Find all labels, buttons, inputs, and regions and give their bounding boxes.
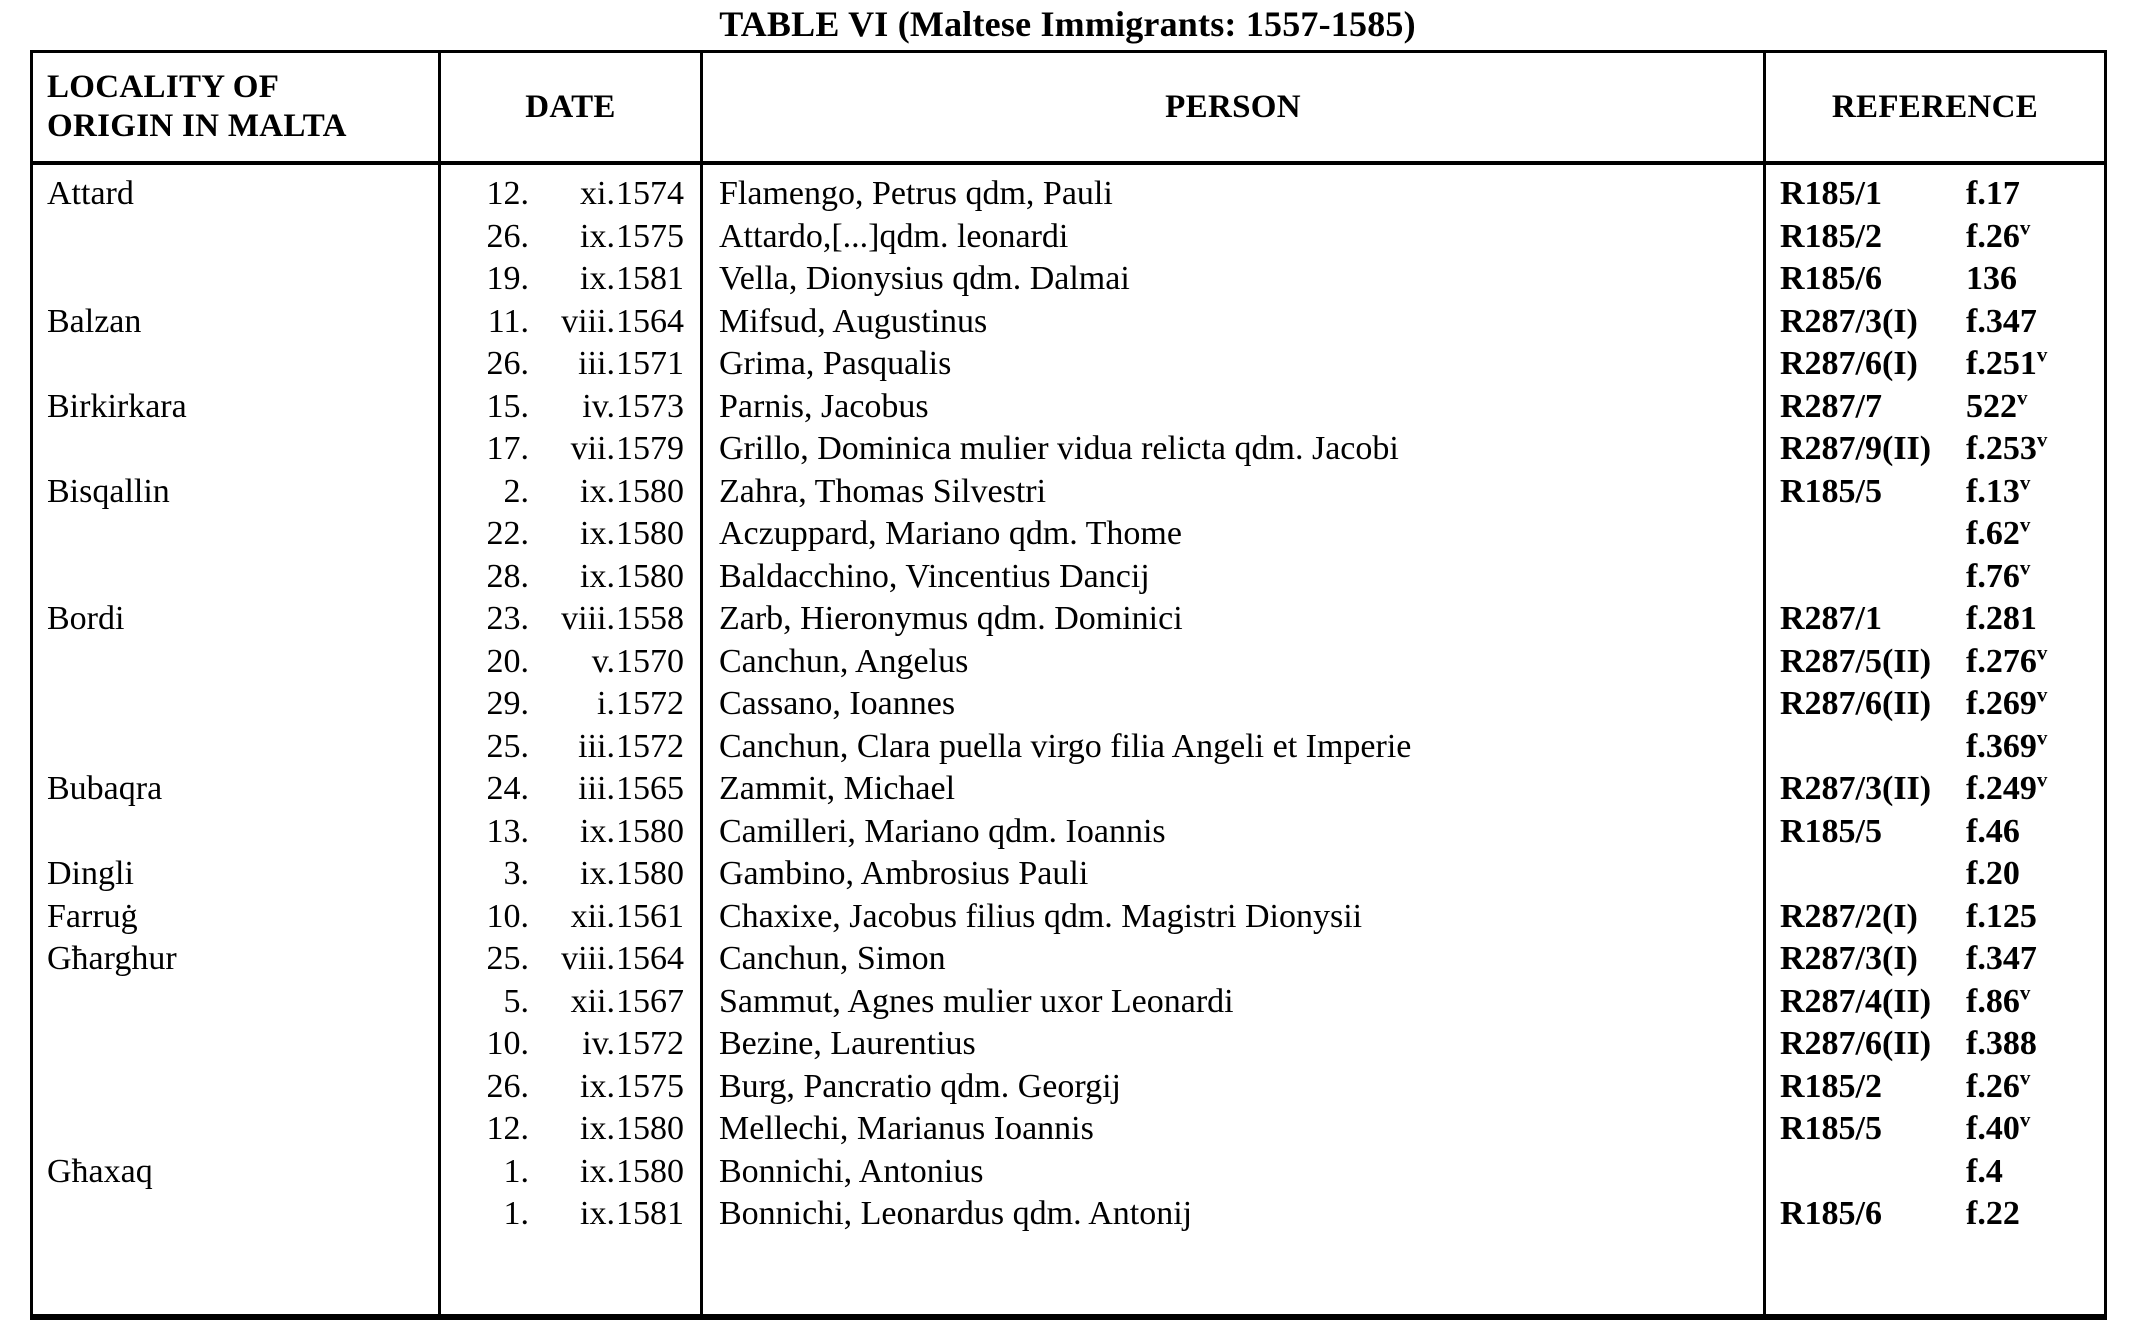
reference-source: R287/4(II) [1780,982,1932,1020]
date-month: iii. [578,770,615,807]
reference-folio: f.249$^v$ [1966,767,2048,807]
reference-folio: f.251$^v$ [1966,342,2048,382]
person-cell: Canchun, Clara puella virgo filia Angeli et Imperie [719,727,1412,765]
locality-cell: Għaxaq [47,1152,153,1190]
reference-source: R287/6(II) [1780,1025,1932,1062]
reference-folio-verso-marker: v [2036,767,2048,792]
date-month: iv. [582,1025,615,1062]
locality-cell [33,343,438,386]
column-date [441,165,703,1314]
date-cell [441,343,700,386]
locality-cell: Bisqallin [47,472,170,510]
locality-cell [33,216,438,259]
reference-folio: 522$^v$ [1966,385,2028,425]
reference-source: R287/3(I) [1780,302,1918,340]
person-cell: Sammut, Agnes mulier uxor Leonardi [719,982,1234,1020]
immigrants-table [30,50,2107,1320]
reference-folio: f.13$^v$ [1966,470,2031,510]
reference-folio: f.269$^v$ [1966,682,2048,722]
date-cell [441,683,700,726]
reference-source: R185/5 [1780,472,1882,510]
date-day: 26. [486,1067,529,1105]
reference-folio: f.26$^v$ [1966,1065,2031,1105]
date-year: 1580 [616,1152,684,1190]
date-cell [441,938,700,981]
date-year: 1570 [616,642,684,680]
reference-source: R287/1 [1780,600,1882,637]
date-year: 1572 [616,1025,684,1062]
person-cell: Bezine, Laurentius [719,1025,976,1062]
reference-folio: f.86$^v$ [1966,980,2031,1020]
person-cell: Bonnichi, Antonius [719,1152,984,1190]
date-cell [441,471,700,514]
date-cell [441,173,700,216]
person-cell: Aczuppard, Mariano qdm. Thome [719,515,1182,552]
reference-cell [1766,683,2104,726]
date-month: ix. [580,1195,615,1232]
reference-folio-verso-marker: v [2019,470,2031,495]
reference-cell [1766,1023,2104,1066]
date-month: xi. [580,175,615,212]
reference-source: R185/5 [1780,812,1882,850]
reference-cell [1766,1193,2104,1236]
date-month: ix. [580,472,615,510]
header-cell-reference [1766,53,2104,161]
locality-cell [33,1066,438,1109]
reference-cell [1766,471,2104,514]
reference-folio-verso-marker: v [2019,1107,2031,1132]
date-day: 19. [486,260,529,297]
reference-cell [1766,853,2104,896]
date-day: 1. [503,1152,529,1190]
reference-folio: f.253$^v$ [1966,427,2048,467]
reference-folio: f.40$^v$ [1966,1107,2031,1147]
reference-folio: f.4 [1966,1152,2003,1190]
column-reference [1766,165,2104,1314]
reference-folio-verso-marker: v [2036,342,2048,367]
date-cell [441,216,700,259]
date-month: ix. [580,515,615,552]
date-year: 1564 [616,302,684,340]
reference-folio: f.125 [1966,897,2037,935]
locality-cell: Dingli [47,855,134,892]
locality-cell: Għarghur [47,940,177,977]
date-month: xii. [570,982,615,1020]
reference-source: R185/5 [1780,1110,1882,1147]
person-cell: Parnis, Jacobus [719,387,929,425]
date-cell [441,811,700,854]
date-month: ix. [580,855,615,892]
date-year: 1573 [616,387,684,425]
person-cell: Baldacchino, Vincentius Dancij [719,557,1150,595]
date-day: 26. [486,217,529,255]
reference-folio-verso-marker: v [2036,682,2048,707]
date-month: viii. [561,600,615,637]
reference-source: R287/2(I) [1780,897,1918,935]
header-cell-locality [33,53,441,161]
reference-source: R185/2 [1780,1067,1882,1105]
reference-folio-verso-marker: v [2036,725,2048,750]
reference-source: R287/5(II) [1780,642,1932,680]
reference-folio: f.62$^v$ [1966,512,2031,552]
person-cell: Grillo, Dominica mulier vidua relicta qdm. Jacobi [719,430,1399,467]
reference-source: R185/2 [1780,217,1882,255]
reference-cell [1766,1066,2104,1109]
reference-source: R185/6 [1780,260,1882,297]
locality-cell [33,556,438,599]
date-cell [441,1108,700,1151]
person-cell: Mellechi, Marianus Ioannis [719,1110,1094,1147]
date-day: 3. [503,855,529,892]
locality-cell [33,726,438,769]
date-year: 1581 [616,260,684,297]
reference-cell [1766,556,2104,599]
person-cell: Cassano, Ioannes [719,685,956,722]
date-cell [441,768,700,811]
person-cell: Canchun, Angelus [719,642,969,680]
date-cell [441,513,700,556]
date-day: 22. [486,515,529,552]
date-year: 1579 [616,430,684,467]
reference-folio: f.347 [1966,940,2037,977]
date-year: 1572 [616,685,684,722]
locality-cell: Birkirkara [47,387,187,425]
reference-cell [1766,811,2104,854]
table-body [33,165,2104,1314]
reference-source [1780,726,1966,769]
reference-source: R287/6(I) [1780,345,1918,382]
date-month: ix. [580,812,615,850]
date-year: 1580 [616,557,684,595]
reference-folio: f.281 [1966,600,2037,637]
person-cell: Camilleri, Mariano qdm. Ioannis [719,812,1166,850]
person-cell: Zarb, Hieronymus qdm. Dominici [719,600,1183,637]
date-year: 1571 [616,345,684,382]
date-year: 1580 [616,855,684,892]
locality-cell [33,1023,438,1066]
person-cell: Attardo,[...]qdm. leonardi [719,217,1069,255]
date-day: 25. [486,727,529,765]
date-day: 24. [486,770,529,807]
locality-cell [33,683,438,726]
person-cell: Canchun, Simon [719,940,946,977]
person-cell: Flamengo, Petrus qdm, Pauli [719,175,1113,212]
date-day: 15. [486,387,529,425]
reference-cell [1766,173,2104,216]
reference-cell [1766,938,2104,981]
date-day: 2. [503,472,529,510]
date-year: 1572 [616,727,684,765]
date-day: 10. [486,897,529,935]
header-locality-line1: LOCALITY OF [47,69,280,106]
reference-cell [1766,1108,2104,1151]
reference-folio: f.22 [1966,1195,2020,1232]
date-year: 1574 [616,175,684,212]
person-cell: Grima, Pasqualis [719,345,952,382]
date-cell [441,598,700,641]
column-locality [33,165,441,1314]
date-day: 17. [486,430,529,467]
header-reference-label: REFERENCE [1831,88,2039,125]
date-day: 11. [487,302,529,340]
person-cell: Mifsud, Augustinus [719,302,988,340]
date-cell [441,556,700,599]
reference-cell [1766,726,2104,769]
locality-cell: Attard [47,175,134,212]
date-year: 1575 [616,217,684,255]
date-year: 1561 [616,897,684,935]
date-day: 1. [503,1195,529,1232]
date-year: 1580 [616,515,684,552]
date-day: 5. [503,982,529,1020]
reference-folio-verso-marker: v [2019,215,2031,240]
date-day: 10. [486,1025,529,1062]
reference-cell [1766,641,2104,684]
reference-cell [1766,258,2104,301]
reference-folio-verso-marker: v [2019,512,2031,537]
locality-cell [33,513,438,556]
date-month: viii. [561,302,615,340]
locality-cell [33,1193,438,1236]
date-month: ix. [580,557,615,595]
date-cell [441,1066,700,1109]
date-day: 12. [486,175,529,212]
date-day: 25. [486,940,529,977]
reference-source: R185/6 [1780,1195,1882,1232]
date-year: 1564 [616,940,684,977]
header-locality-line2: ORIGIN IN MALTA [47,108,347,144]
reference-cell [1766,301,2104,344]
date-month: ix. [580,1067,615,1105]
person-cell: Vella, Dionysius qdm. Dalmai [719,260,1130,297]
header-cell-person [703,53,1766,161]
date-month: ix. [580,217,615,255]
date-cell [441,896,700,939]
locality-cell: Bordi [47,600,125,637]
reference-source [1780,853,1966,896]
reference-folio-verso-marker: v [2019,1065,2031,1090]
date-year: 1565 [616,770,684,807]
date-year: 1580 [616,472,684,510]
reference-cell [1766,981,2104,1024]
reference-folio-verso-marker: v [2017,385,2028,410]
locality-cell: Farruġ [47,897,138,935]
date-cell [441,386,700,429]
date-month: i. [597,685,615,722]
locality-cell [33,258,438,301]
reference-folio: f.26$^v$ [1966,215,2031,255]
reference-folio: f.20 [1966,855,2020,892]
date-year: 1580 [616,1110,684,1147]
reference-folio: f.388 [1966,1025,2037,1062]
date-month: ix. [580,1110,615,1147]
person-cell: Gambino, Ambrosius Pauli [719,855,1089,892]
date-cell [441,981,700,1024]
page-title: TABLE VI (Maltese Immigrants: 1557-1585) [719,4,1416,44]
date-month: vii. [570,430,615,467]
date-cell [441,1193,700,1236]
person-cell: Zahra, Thomas Silvestri [719,472,1047,510]
locality-cell [33,428,438,471]
date-cell [441,428,700,471]
date-month: viii. [561,940,615,977]
header-date-label: DATE [525,88,616,125]
reference-source: R287/3(II) [1780,770,1932,807]
date-day: 20. [486,642,529,680]
reference-source: R287/9(II) [1780,430,1932,467]
reference-cell [1766,216,2104,259]
reference-folio-verso-marker: v [2036,427,2048,452]
header-cell-date [441,53,703,161]
date-month: xii. [570,897,615,935]
table-header-row [33,53,2104,165]
date-day: 29. [486,685,529,722]
locality-cell [33,1108,438,1151]
locality-cell [33,641,438,684]
locality-cell: Bubaqra [47,770,163,807]
locality-cell: Balzan [47,302,142,340]
reference-source: R185/1 [1780,175,1882,212]
reference-folio: f.369$^v$ [1966,725,2048,765]
date-month: iii. [578,345,615,382]
locality-cell [33,981,438,1024]
reference-source: R287/6(II) [1780,685,1932,722]
column-person [703,165,1766,1314]
person-cell: Burg, Pancratio qdm. Georgij [719,1067,1121,1105]
reference-source: R287/7 [1780,387,1882,425]
person-cell: Zammit, Michael [719,770,956,807]
date-month: ix. [580,260,615,297]
reference-cell [1766,1151,2104,1194]
reference-cell [1766,386,2104,429]
date-year: 1575 [616,1067,684,1105]
date-cell [441,853,700,896]
reference-folio: f.76$^v$ [1966,555,2031,595]
reference-folio: f.17 [1966,175,2020,212]
date-day: 26. [486,345,529,382]
date-month: v. [591,642,615,680]
reference-folio: f.46 [1966,812,2020,850]
date-cell [441,1151,700,1194]
date-day: 13. [486,812,529,850]
header-person-label: PERSON [1165,88,1301,125]
date-day: 12. [486,1110,529,1147]
reference-folio: 136 [1966,260,2017,297]
reference-folio-verso-marker: v [2019,980,2031,1005]
reference-folio-verso-marker: v [2036,640,2048,665]
date-cell [441,258,700,301]
reference-source [1780,513,1966,556]
date-cell [441,301,700,344]
date-month: ix. [580,1152,615,1190]
date-day: 23. [486,600,529,637]
date-cell [441,726,700,769]
date-day: 28. [486,557,529,595]
reference-source [1780,556,1966,599]
reference-cell [1766,896,2104,939]
reference-folio: f.347 [1966,302,2037,340]
person-cell: Chaxixe, Jacobus filius qdm. Magistri Dionysii [719,897,1363,935]
reference-folio-verso-marker: v [2019,555,2031,580]
reference-folio: f.276$^v$ [1966,640,2048,680]
reference-cell [1766,513,2104,556]
reference-cell [1766,343,2104,386]
date-cell [441,1023,700,1066]
person-cell: Bonnichi, Leonardus qdm. Antonij [719,1195,1193,1232]
reference-cell [1766,768,2104,811]
date-year: 1567 [616,982,684,1020]
reference-cell [1766,428,2104,471]
date-cell [441,641,700,684]
date-month: iii. [578,727,615,765]
locality-cell [33,811,438,854]
reference-source: R287/3(I) [1780,940,1918,977]
date-month: iv. [582,387,615,425]
reference-cell [1766,598,2104,641]
date-year: 1580 [616,812,684,850]
date-year: 1558 [616,600,684,637]
date-year: 1581 [616,1195,684,1232]
reference-source [1780,1151,1966,1194]
